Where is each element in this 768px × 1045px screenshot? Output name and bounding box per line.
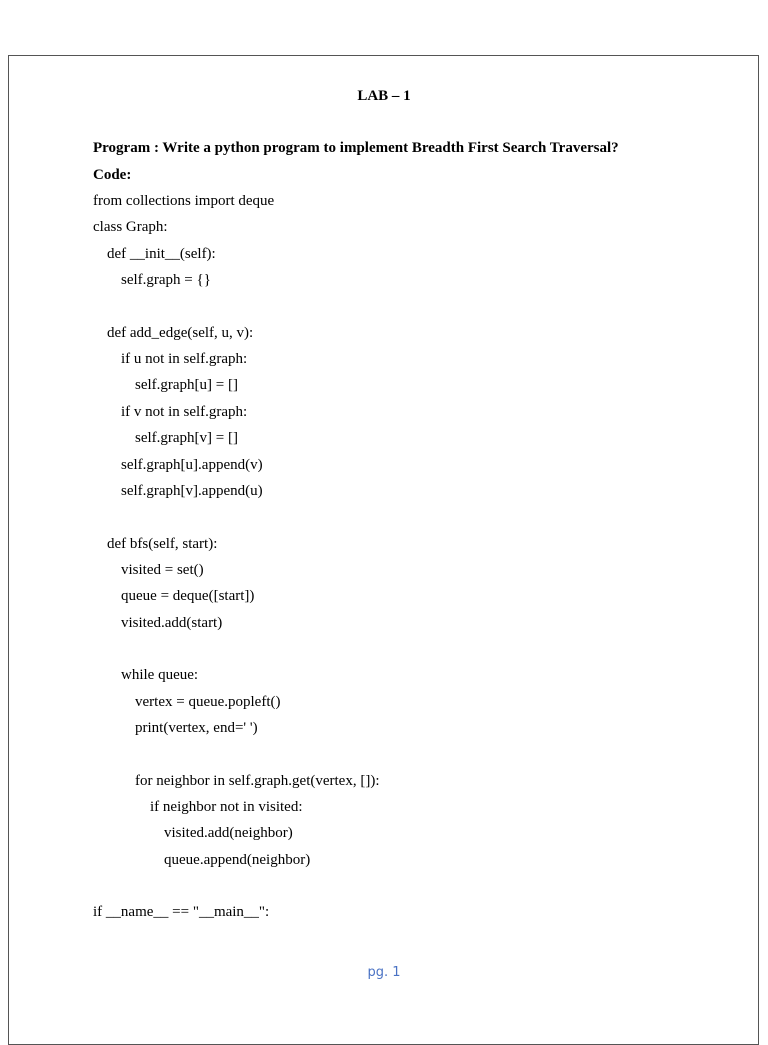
code-line: def __init__(self): [107,246,216,262]
code-line: for neighbor in self.graph.get(vertex, []): [135,773,380,789]
code-line: visited = set() [121,562,204,578]
code-line: self.graph[u].append(v) [121,457,263,473]
code-line: def bfs(self, start): [107,536,218,552]
code-line: visited.add(neighbor) [164,825,293,841]
code-line: if neighbor not in visited: [150,799,303,815]
code-line: while queue: [121,667,199,683]
code-line: queue = deque([start]) [121,588,255,604]
code-line: if u not in self.graph: [121,351,248,367]
code-line: if __name__ == "__main__": [93,904,270,920]
program-heading: Program : Write a python program to implement Breadth First Search Traversal? [93,140,619,156]
code-line: self.graph[u] = [] [135,377,239,393]
page-title: LAB – 1 [357,88,411,104]
code-line: def add_edge(self, u, v): [107,325,254,341]
code-line: class Graph: [93,219,168,235]
code-line: queue.append(neighbor) [164,852,311,868]
code-line: visited.add(start) [121,615,223,631]
page-number: pg. 1 [367,965,401,980]
code-label: Code: [93,167,132,183]
code-line: self.graph[v].append(u) [121,483,263,499]
code-line: self.graph[v] = [] [135,430,239,446]
code-line: from collections import deque [93,193,275,209]
code-line: if v not in self.graph: [121,404,248,420]
code-line: self.graph = {} [121,272,211,288]
code-line: print(vertex, end=' ') [135,720,258,736]
code-line: vertex = queue.popleft() [135,694,281,710]
